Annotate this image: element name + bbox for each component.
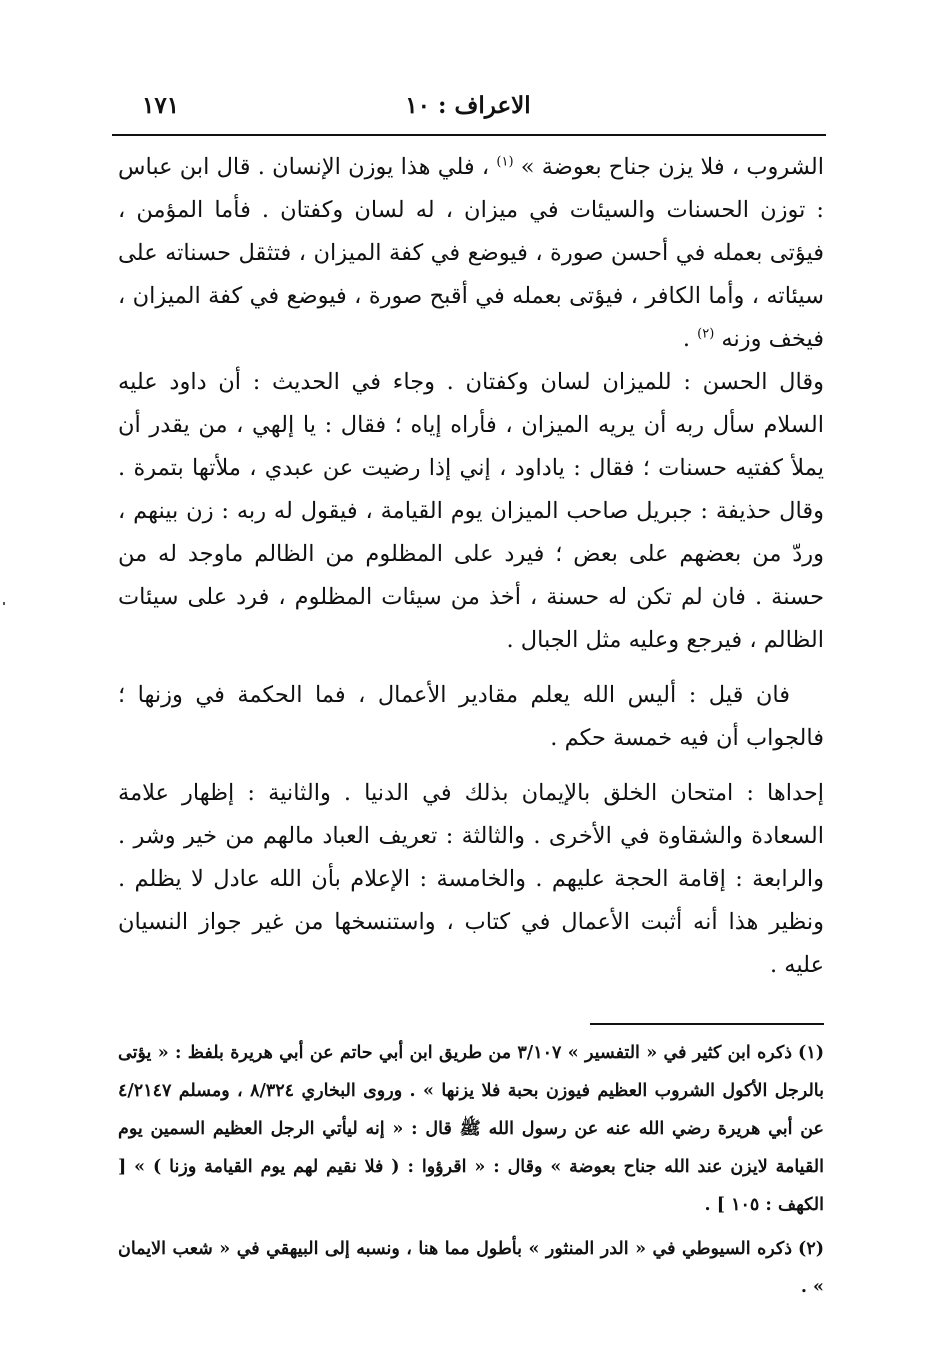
page-number: ١٧١ [142,92,180,119]
footnote-ref-2: (٢) [697,326,715,342]
footnote-2-text: ذكره السيوطي في « الدر المنثور » بأطول مما هنا ، ونسبه إلى البيهقي في « شعب الايمان » . [118,1239,824,1297]
footnote-2-number: (٢) [798,1239,824,1259]
paragraph-1 [118,146,824,361]
paragraph-1-text: الشروب ، فلا يزن جناح بعوضة » [513,154,824,180]
paragraph-1-cont: فلي هذا يوزن الإنسان . قال ابن عباس : توزن الحسنات والسيئات في ميزان ، له لسان وكفتان . فأما المؤمن ، فيؤتى بعمله في أحسن صورة ، فيوضع في كفة الميزان ، فتثقل حسناته على سيئاته ، وأما الكافر ، فيؤتى بعمله في أقبح صورة ، فيوضع في كفة الميزان ، فيخف وزنه [118,154,824,352]
scan-speck [3,602,5,605]
footnote-rule [590,1023,824,1025]
header-rule [112,134,826,136]
footnote-ref-1: (١) [496,154,514,170]
page-header [112,86,824,130]
footnote-1-text: ذكره ابن كثير في « التفسير » ٣/١٠٧ من طريق ابن أبي حاتم عن أبي هريرة بلفظ : « يؤتى بالرجل الأكول الشروب العظيم فيوزن بحبة فلا يزنها » . وروى البخاري ٨/٣٢٤ ، ومسلم ٤/٢١٤٧ عن أبي هريرة رضي الله عنه عن رسول الله ﷺ قال : « إنه ليأتي الرجل العظيم السمين يوم القيامة لايزن عند الله جناح بعوضة » وقال : « اقرؤوا : ( فلا نقيم لهم يوم القيامة وزنا ) » [ الكهف : ١٠٥ ] . [118,1043,824,1215]
paragraph-1-sep: ، [474,154,497,180]
footnote-2 [118,1230,824,1306]
running-title: الاعراف : ١٠ [405,92,531,119]
main-text [118,146,824,987]
footnote-1 [118,1034,824,1224]
paragraph-1-end: . [682,326,698,352]
paragraph-2: وقال الحسن : للميزان لسان وكفتان . وجاء في الحديث : أن داود عليه السلام سأل ربه أن يريه الميزان ، فأراه إياه ؛ فقال : يا إلهي ، من يقدر أن يملأ كفتيه حسنات ؛ فقال : ياداود ، إني إذا رضيت عن عبدي ، ملأتها بتمرة . وقال حذيفة : جبريل صاحب الميزان يوم القيامة ، فيقول له ربه : زن بينهم ، وردّ من بعضهم على بعض ؛ فيرد على المظلوم من الظالم ماوجد له من حسنة . فان لم تكن له حسنة ، أخذ من سيئات المظلوم ، فرد على سيئات الظالم ، فيرجع وعليه مثل الجبال . [118,369,824,653]
footnote-1-number: (١) [798,1043,824,1063]
paragraph-3: فان قيل : أليس الله يعلم مقادير الأعمال ، فما الحكمة في وزنها ؛ فالجواب أن فيه خمسة حكم . [118,682,824,751]
paragraph-4: إحداها : امتحان الخلق بالإيمان بذلك في الدنيا . والثانية : إظهار علامة السعادة والشقاوة في الأخرى . والثالثة : تعريف العباد مالهم من خير وشر . والرابعة : إقامة الحجة عليهم . والخامسة : الإعلام بأن الله عادل لا يظلم . ونظير هذا أنه أثبت الأعمال في كتاب ، واستنسخها من غير جواز النسيان عليه . [118,780,824,978]
footnotes [118,1034,824,1306]
